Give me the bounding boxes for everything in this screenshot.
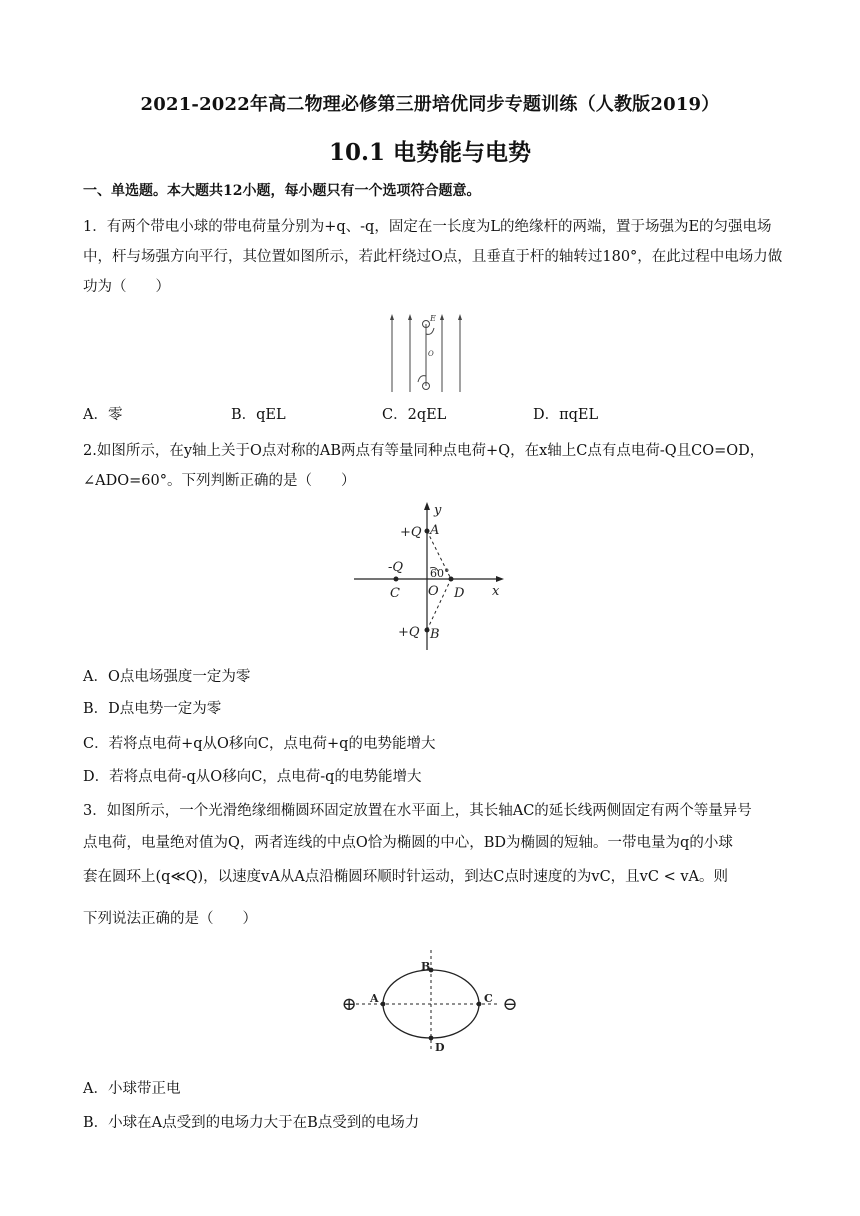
- q2-fig-label-y: y: [434, 503, 442, 518]
- q2-fig-label-o: O: [428, 584, 439, 599]
- q2-option-d: D．若将点电荷-q从O移向C，点电荷-q的电势能增大: [83, 769, 422, 785]
- q2-fig-label-b: B: [430, 627, 440, 642]
- q1-option-d: D．πqEL: [533, 407, 599, 423]
- q2-option-b: B．D点电势一定为零: [83, 701, 222, 717]
- q3-stem-line2: 点电荷，电量绝对值为Q，两者连线的中点O恰为椭圆的中心，BD为椭圆的短轴。一带电量为q的小球: [83, 835, 733, 851]
- q2-option-c: C．若将点电荷+q从O移向C，点电荷+q的电势能增大: [83, 736, 436, 752]
- q1-option-b: B．qEL: [231, 407, 286, 423]
- q2-fig-label-angle: 60°: [430, 567, 450, 580]
- q2-fig-label-a: A: [430, 523, 440, 538]
- section-title: 10.1 电势能与电势: [328, 139, 532, 166]
- q1-fig-label-o: O: [428, 350, 434, 358]
- q1-stem: 1．有两个带电小球的带电荷量分别为+q、-q，固定在一长度为L的绝缘杆的两端，置于场强为E的匀强电场中，杆与场强方向平行，其位置如图所示，若此杆绕过O点，且垂直于杆的轴转过180°，在此过程中电场力做功为（ ）: [83, 219, 783, 295]
- q3-fig-label-a: A: [370, 992, 379, 1005]
- q3-option-a: A．小球带正电: [83, 1081, 181, 1097]
- q3-plus-charge-icon: ⊕: [341, 994, 357, 1015]
- q3-stem-line1: 3．如图所示，一个光滑绝缘细椭圆环固定放置在水平面上，其长轴AC的延长线两侧固定有两个等量异号: [83, 803, 752, 819]
- q3-stem-line4: 下列说法正确的是（ ）: [83, 911, 257, 927]
- q1-fig-label-e: E: [430, 314, 436, 323]
- q3-option-b: B．小球在A点受到的电场力大于在B点受到的电场力: [83, 1115, 420, 1131]
- document-title: 2021-2022年高二物理必修第三册培优同步专题训练（人教版2019）: [140, 94, 720, 115]
- q2-fig-label-c: C: [390, 586, 400, 601]
- q3-stem-line3: 套在圆环上(q≪Q)，以速度vA从A点沿椭圆环顺时针运动，到达C点时速度的为vC，且vC < vA。则: [83, 869, 728, 885]
- q2-stem: 2.如图所示，在y轴上关于O点对称的AB两点有等量同种点电荷+Q，在x轴上C点有点电荷-Q且CO=OD，∠ADO=60°。下列判断正确的是（ ）: [83, 443, 765, 489]
- q2-fig-label-plusq-bottom: +Q: [398, 625, 420, 640]
- q3-figure: [338, 946, 520, 1056]
- q2-option-a: A．O点电场强度一定为零: [83, 669, 251, 685]
- part1-heading: 一、单选题。本大题共12小题，每小题只有一个选项符合题意。: [83, 183, 481, 199]
- q1-figure: [386, 312, 466, 394]
- q3-fig-label-c: C: [484, 992, 493, 1005]
- q1-option-a: A．零: [83, 407, 123, 423]
- q3-minus-charge-icon: ⊖: [502, 994, 518, 1015]
- q2-fig-label-plusq-top: +Q: [400, 525, 422, 540]
- q2-fig-label-minusq: -Q: [388, 560, 404, 575]
- q1-option-c: C．2qEL: [382, 407, 447, 423]
- q3-fig-label-d: D: [435, 1041, 445, 1054]
- q3-fig-label-b: B: [421, 960, 431, 973]
- q2-figure: [354, 500, 506, 652]
- q2-fig-label-x: x: [492, 584, 500, 599]
- q2-fig-label-d: D: [454, 586, 465, 601]
